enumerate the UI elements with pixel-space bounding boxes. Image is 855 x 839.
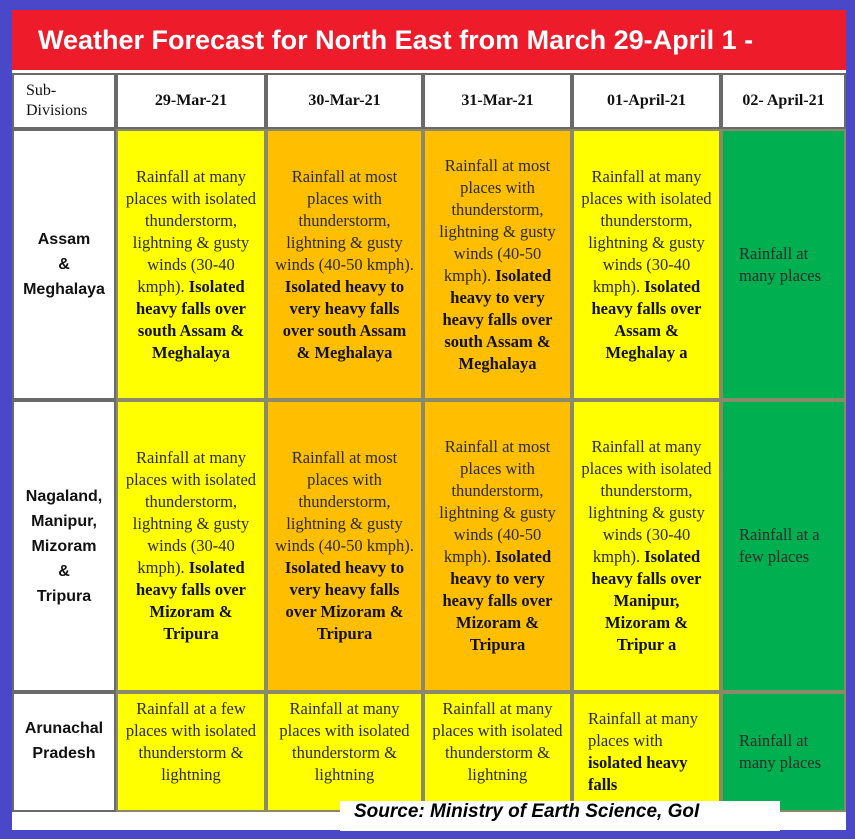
source-caption: Source: Ministry of Earth Science, GoI: [340, 801, 780, 831]
forecast-cell: Rainfall at most places with thunderstorm, lightning & gusty winds (40-50 kmph). Isolated heavy to very heavy falls over Mizoram & Tripura: [266, 400, 423, 692]
row-label-assam-meghalaya: Assam & Meghalaya: [12, 129, 116, 400]
forecast-cell: Rainfall at many places with isolated thunderstorm & lightning: [423, 692, 572, 812]
row-label-nagaland-manipur-mizoram-tripura: Nagaland, Manipur, Mizoram & Tripura: [12, 400, 116, 692]
header-date: 31-Mar-21: [423, 73, 572, 129]
forecast-cell: Rainfall at most places with thunderstorm, lightning & gusty winds (40-50 kmph). Isolated heavy to very heavy falls over Mizoram & Tripura: [423, 400, 572, 692]
page-title: Weather Forecast for North East from March 29-April 1 -: [12, 10, 846, 70]
forecast-cell: Rainfall at most places with thunderstorm, lightning & gusty winds (40-50 kmph). Isolated heavy to very heavy falls over south Assam & Meghalaya: [266, 129, 423, 400]
header-date: 29-Mar-21: [116, 73, 266, 129]
header-subdivisions: Sub- Divisions: [12, 73, 116, 129]
forecast-cell: Rainfall at many places with isolated thunderstorm, lightning & gusty winds (30-40 kmph). Isolated heavy falls over south Assam & Meghalaya: [116, 129, 266, 400]
forecast-cell: Rainfall at many places with isolated thunderstorm, lightning & gusty winds (30-40 kmph). Isolated heavy falls over Assam & Meghalay a: [572, 129, 721, 400]
forecast-cell: Rainfall at a few places with isolated thunderstorm & lightning: [116, 692, 266, 812]
forecast-cell: Rainfall at a few places: [721, 400, 846, 692]
forecast-cell: Rainfall at many places with isolated thunderstorm & lightning: [266, 692, 423, 812]
header-date: 30-Mar-21: [266, 73, 423, 129]
forecast-cell: Rainfall at many places: [721, 129, 846, 400]
row-label-arunachal-pradesh: Arunachal Pradesh: [12, 692, 116, 812]
forecast-cell: Rainfall at many places: [721, 692, 846, 812]
forecast-cell: Rainfall at many places with isolated thunderstorm, lightning & gusty winds (30-40 kmph). Isolated heavy falls over Mizoram & Tripura: [116, 400, 266, 692]
forecast-cell: Rainfall at most places with thunderstorm, lightning & gusty winds (40-50 kmph). Isolated heavy to very heavy falls over south Assam & Meghalaya: [423, 129, 572, 400]
forecast-cell: Rainfall at many places with isolated heavy falls: [572, 692, 721, 812]
header-date: 02- April-21: [721, 73, 846, 129]
forecast-frame: [12, 10, 846, 830]
forecast-cell: Rainfall at many places with isolated thunderstorm, lightning & gusty winds (30-40 kmph). Isolated heavy falls over Manipur, Mizoram & Tripur a: [572, 400, 721, 692]
header-date: 01-April-21: [572, 73, 721, 129]
